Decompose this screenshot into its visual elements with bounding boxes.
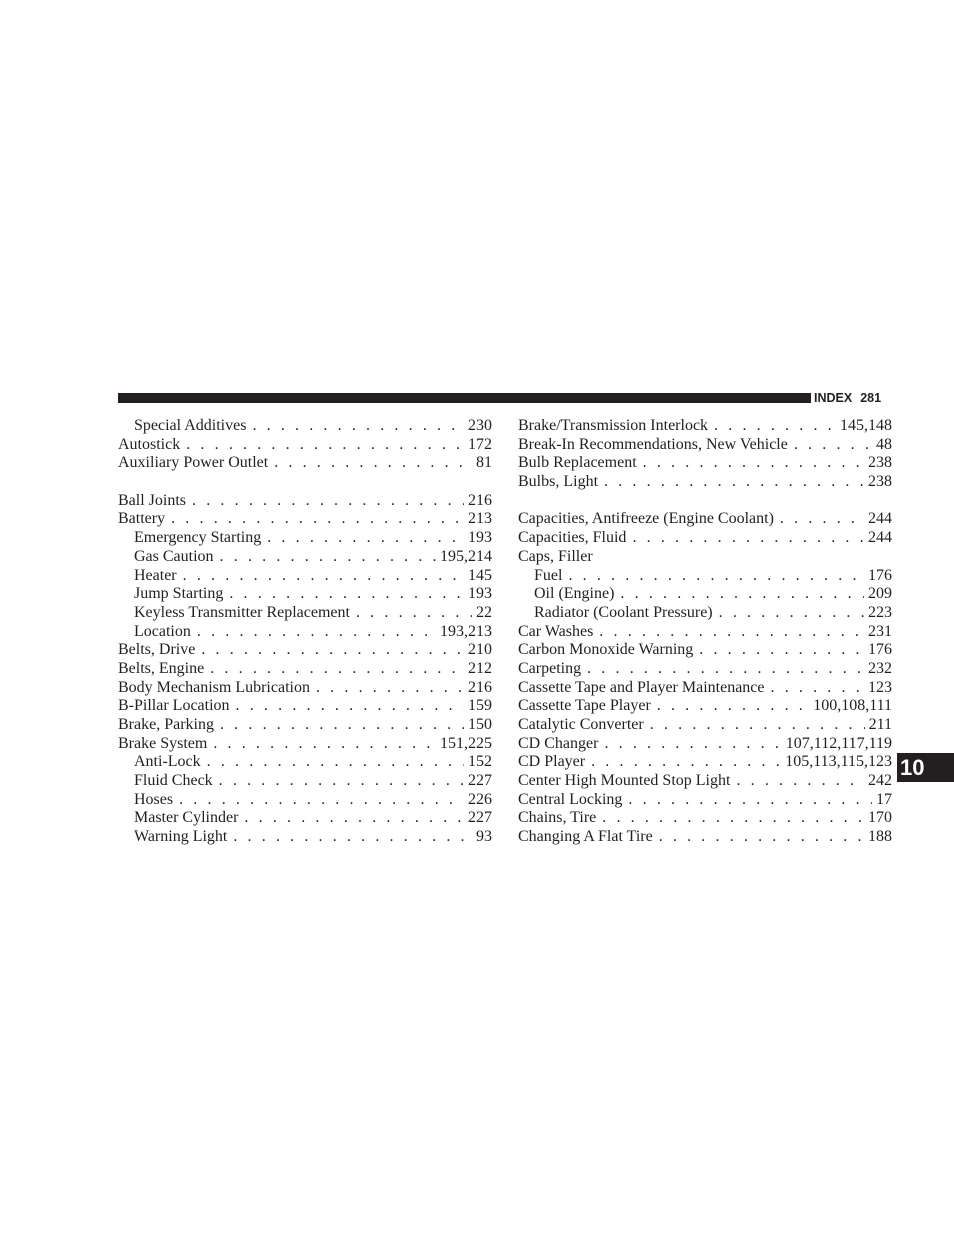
entry-term: Center High Mounted Stop Light (518, 772, 731, 790)
entry-pages: 193 (468, 585, 492, 603)
entry-pages: 242 (868, 772, 892, 790)
entry-pages: 195,214 (440, 547, 492, 565)
dot-leader (267, 529, 464, 548)
index-entry (518, 735, 892, 754)
index-entry (518, 417, 892, 436)
entry-term: Keyless Transmitter Replacement (134, 603, 350, 621)
entry-term: Radiator (Coolant Pressure) (534, 603, 713, 621)
entry-term: Auxiliary Power Outlet (118, 454, 269, 472)
entry-pages: 231 (868, 622, 892, 640)
entry-term: Carbon Monoxide Warning (518, 641, 694, 659)
dot-leader (699, 641, 864, 660)
dot-leader (183, 567, 464, 586)
entry-term: Hoses (134, 790, 174, 808)
entry-pages: 81 (476, 454, 492, 472)
dot-leader (220, 716, 464, 735)
entry-term: Break-In Recommendations, New Vehicle (518, 435, 788, 453)
entry-term: Capacities, Fluid (518, 529, 627, 547)
dot-leader (628, 791, 872, 810)
dot-leader (192, 492, 464, 511)
dot-leader (274, 454, 472, 473)
dot-leader (236, 697, 464, 716)
entry-term: Caps, Filler (518, 547, 593, 565)
entry-term: Gas Caution (134, 547, 214, 565)
entry-term: Changing A Flat Tire (518, 828, 653, 846)
dot-leader (233, 828, 472, 847)
entry-pages: 238 (868, 473, 892, 491)
index-entry (518, 828, 892, 847)
entry-pages: 48 (876, 435, 892, 453)
entry-pages: 170 (868, 809, 892, 827)
index-entry (118, 772, 492, 791)
dot-leader (186, 436, 464, 455)
entry-term: Brake, Parking (118, 716, 214, 733)
entry-term: Belts, Drive (118, 641, 196, 659)
entry-pages: 172 (468, 435, 492, 453)
entry-pages: 216 (468, 491, 492, 509)
entry-pages: 212 (468, 659, 492, 677)
index-entry (118, 567, 492, 586)
index-entry (518, 585, 892, 604)
entry-term: Brake System (118, 734, 208, 752)
index-column-left (118, 417, 492, 847)
index-entry (518, 623, 892, 642)
index-entry (118, 454, 492, 473)
dot-leader (356, 604, 472, 623)
entry-pages: 210 (468, 641, 492, 659)
index-entry (518, 604, 892, 623)
entry-term: Carpeting (518, 659, 582, 677)
entry-pages: 226 (468, 790, 492, 808)
entry-term: Cassette Tape and Player Maintenance (518, 678, 765, 696)
entry-term: Belts, Engine (118, 659, 205, 677)
entry-pages: 159 (468, 697, 492, 715)
entry-pages: 227 (468, 772, 492, 790)
dot-leader (794, 436, 872, 455)
dot-leader (591, 753, 781, 772)
dot-leader (650, 716, 865, 735)
entry-term: Bulb Replacement (518, 454, 637, 472)
entry-term: CD Player (518, 753, 586, 771)
index-entry (518, 660, 892, 679)
entry-pages: 152 (468, 753, 492, 771)
entry-pages: 193,213 (440, 622, 492, 640)
index-entry (518, 454, 892, 473)
dot-leader (213, 735, 436, 754)
entry-term: Fuel (534, 566, 563, 584)
dot-leader (587, 660, 864, 679)
entry-term: Bulbs, Light (518, 473, 599, 491)
dot-leader (229, 585, 464, 604)
entry-term: Location (134, 622, 191, 640)
entry-pages: 123 (868, 678, 892, 696)
dot-leader (316, 679, 464, 698)
dot-leader (602, 809, 864, 828)
index-entry (118, 735, 492, 754)
entry-term: Capacities, Antifreeze (Engine Coolant) (518, 510, 774, 528)
dot-leader (771, 679, 865, 698)
entry-term: Battery (118, 510, 166, 528)
index-entry (118, 716, 492, 735)
dot-leader (736, 772, 864, 791)
index-entry (518, 791, 892, 810)
entry-pages: 211 (868, 716, 892, 733)
dot-leader (719, 604, 864, 623)
entry-term: Cassette Tape Player (518, 697, 651, 715)
entry-pages: 151,225 (440, 734, 492, 752)
entry-term: Chains, Tire (518, 809, 597, 827)
entry-term: Emergency Starting (134, 529, 262, 547)
dot-leader (171, 510, 464, 529)
entry-pages: 244 (868, 529, 892, 547)
dot-leader (219, 772, 464, 791)
index-entry (118, 436, 492, 455)
index-entry (118, 585, 492, 604)
dot-leader (244, 809, 464, 828)
dot-leader (599, 623, 864, 642)
dot-leader (780, 510, 864, 529)
entry-pages: 230 (468, 417, 492, 434)
entry-pages: 100,108,111 (813, 697, 892, 715)
index-entry (518, 510, 892, 529)
dot-leader (657, 697, 809, 716)
dot-leader (220, 548, 436, 567)
entry-pages: 193 (468, 529, 492, 547)
entry-term: Catalytic Converter (518, 716, 644, 733)
entry-term: Special Additives (134, 417, 247, 434)
chapter-tab-number: 10 (900, 755, 925, 780)
entry-term: Central Locking (518, 790, 623, 808)
entry-pages: 213 (468, 510, 492, 528)
entry-pages: 176 (868, 566, 892, 584)
entry-term: CD Changer (518, 734, 599, 752)
dot-leader (207, 753, 464, 772)
index-column-right (518, 417, 892, 847)
index-entry (518, 529, 892, 548)
index-entry (118, 791, 492, 810)
dot-leader (632, 529, 864, 548)
index-entry (118, 697, 492, 716)
entry-pages: 209 (868, 585, 892, 603)
entry-pages: 145,148 (840, 417, 892, 434)
header-section: INDEX (814, 391, 853, 405)
index-entry (118, 510, 492, 529)
entry-term: B-Pillar Location (118, 697, 230, 715)
entry-pages: 22 (476, 603, 492, 621)
running-header (814, 390, 894, 406)
entry-pages: 238 (868, 454, 892, 472)
index-entry (518, 567, 892, 586)
entry-pages: 244 (868, 510, 892, 528)
entry-term: Ball Joints (118, 491, 187, 509)
entry-pages: 150 (468, 716, 492, 733)
entry-pages: 93 (476, 828, 492, 846)
dot-leader (620, 585, 864, 604)
entry-pages: 227 (468, 809, 492, 827)
index-entry (518, 548, 892, 567)
index-entry (518, 753, 892, 772)
index-entry (518, 473, 892, 492)
entry-term: Jump Starting (134, 585, 224, 603)
entry-pages: 188 (868, 828, 892, 846)
entry-pages: 17 (876, 790, 892, 808)
dot-leader (252, 417, 464, 436)
dot-leader (197, 623, 436, 642)
entry-pages: 107,112,117,119 (785, 734, 892, 752)
index-entry (118, 529, 492, 548)
index-entry (518, 641, 892, 660)
index-entry (518, 772, 892, 791)
entry-term: Oil (Engine) (534, 585, 615, 603)
entry-pages: 232 (868, 659, 892, 677)
dot-leader (714, 417, 836, 436)
index-entry (518, 809, 892, 828)
index-entry (518, 697, 892, 716)
entry-term: Anti-Lock (134, 753, 201, 771)
index-entry (518, 679, 892, 698)
entry-term: Car Washes (518, 622, 594, 640)
chapter-tab (897, 753, 954, 782)
entry-term: Fluid Check (134, 772, 213, 790)
entry-term: Body Mechanism Lubrication (118, 678, 310, 696)
index-entry (118, 492, 492, 511)
dot-leader (643, 454, 864, 473)
index-entry (118, 417, 492, 436)
index-entry (118, 809, 492, 828)
dot-leader (179, 791, 464, 810)
entry-pages: 223 (868, 603, 892, 621)
header-page-number: 281 (860, 391, 882, 405)
entry-pages: 216 (468, 678, 492, 696)
dot-leader (659, 828, 864, 847)
index-entry (118, 623, 492, 642)
index-entry (118, 548, 492, 567)
header-rule (118, 393, 811, 403)
dot-leader (201, 641, 464, 660)
index-entry (118, 828, 492, 847)
index-entry (118, 753, 492, 772)
dot-leader (604, 473, 864, 492)
entry-term: Master Cylinder (134, 809, 239, 827)
entry-pages: 145 (468, 566, 492, 584)
index-entry (118, 679, 492, 698)
index-entry (518, 716, 892, 735)
index-entry (118, 604, 492, 623)
dot-leader (604, 735, 781, 754)
entry-term: Autostick (118, 435, 181, 453)
entry-pages: 105,113,115,123 (785, 753, 892, 771)
index-entry (118, 660, 492, 679)
dot-leader (210, 660, 464, 679)
entry-pages: 176 (868, 641, 892, 659)
entry-term: Heater (134, 566, 177, 584)
dot-leader (568, 567, 864, 586)
entry-term: Warning Light (134, 828, 228, 846)
index-entry (518, 436, 892, 455)
index-entry (118, 641, 492, 660)
entry-term: Brake/Transmission Interlock (518, 417, 709, 434)
